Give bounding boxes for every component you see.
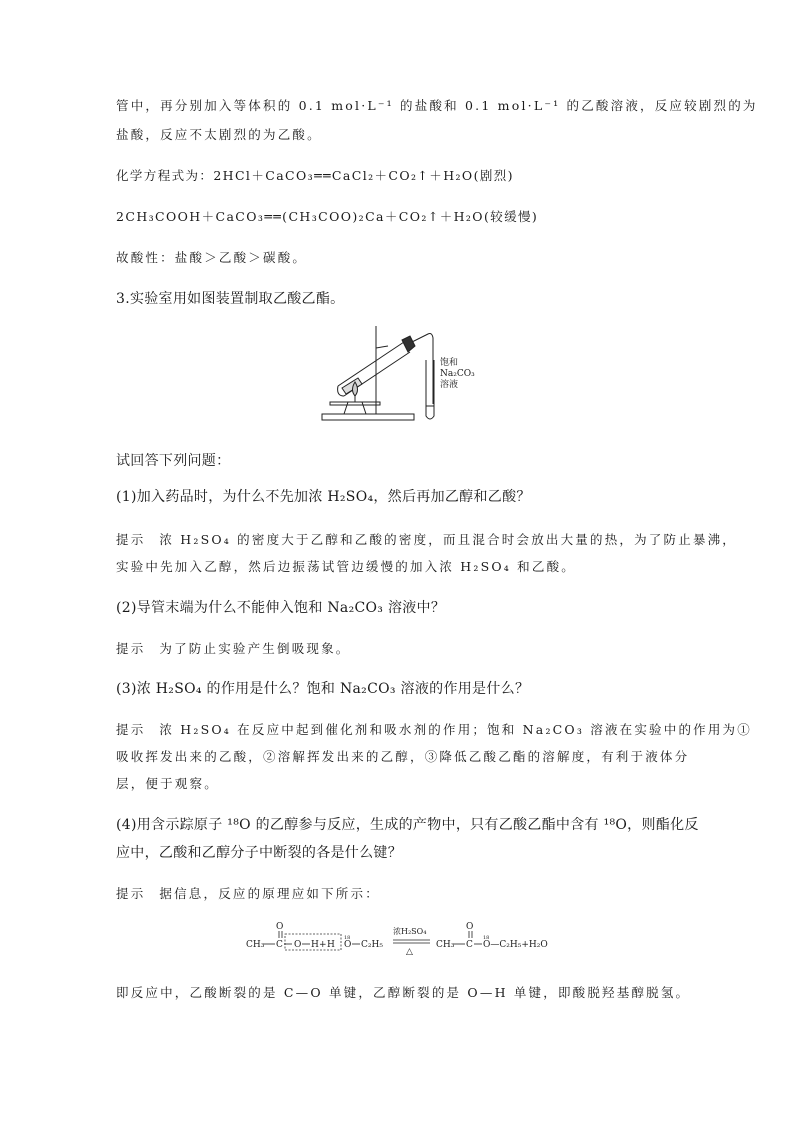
answer-text: 浓 H₂SO₄ 在反应中起到催化剂和吸水剂的作用；饱和 Na₂CO₃ 溶液在实验中的作用为① xyxy=(159,722,752,737)
text-line: 盐酸，反应不太剧烈的为乙酸。 xyxy=(116,127,322,142)
catalyst-label: 浓H₂SO₄ xyxy=(393,927,427,936)
question-1: (1)加入药品时，为什么不先加浓 H₂SO₄，然后再加乙醇和乙酸？ xyxy=(116,489,531,505)
label-saturated: 饱和 xyxy=(440,358,459,368)
product-tail: O—C₂H₅+H₂O xyxy=(483,940,548,950)
reaction-scheme xyxy=(246,920,556,960)
answer-2 xyxy=(116,639,686,657)
plus-sign: + xyxy=(319,940,327,950)
stand-base xyxy=(322,414,414,420)
answer-4 xyxy=(116,884,686,902)
apparatus-label xyxy=(440,358,475,391)
answer-3-cont: 吸收挥发出来的乙酸，②溶解挥发出来的乙醇，③降低乙酸乙酯的溶解度，有利于液体分 xyxy=(116,749,690,764)
hint-label: 提示 xyxy=(116,886,146,901)
ask-line: 试回答下列问题： xyxy=(116,453,231,469)
question-title: 3.实验室用如图装置制取乙酸乙酯。 xyxy=(116,291,345,307)
hint-label: 提示 xyxy=(116,641,146,656)
answer-3 xyxy=(116,720,752,738)
answer-text: 据信息，反应的原理应如下所示： xyxy=(159,886,380,901)
text-line: 管中，再分别加入等体积的 0.1 mol·L⁻¹ 的盐酸和 0.1 mol·L⁻¹ 的乙酸溶液，反应较剧烈的为 xyxy=(116,98,758,113)
conclusion-line: 即反应中，乙酸断裂的是 C—O 单键，乙醇断裂的是 O—H 单键，即酸脱羟基醇脱氢。 xyxy=(116,985,691,1000)
equation-text: 2HCl＋CaCO₃══CaCl₂＋CO₂↑＋H₂O(剧烈) xyxy=(213,168,514,183)
equation-prefix: 化学方程式为： xyxy=(116,168,214,183)
clamp xyxy=(376,346,388,348)
carbonyl-o-left: O xyxy=(276,922,284,932)
answer-3-cont: 层，便于观察。 xyxy=(116,776,219,791)
answer-text: 浓 H₂SO₄ 的密度大于乙醇和乙酸的密度，而且混合时会放出大量的热，为了防止暴沸， xyxy=(159,532,737,547)
isotope-18: 18 xyxy=(344,935,351,941)
ch3-left: CH₃ xyxy=(246,940,265,950)
equation-2: 2CH₃COOH＋CaCO₃══(CH₃COO)₂Ca＋CO₂↑＋H₂O(较缓慢) xyxy=(116,209,539,224)
hydroxyl-h: H xyxy=(311,940,319,950)
alcohol-o: O xyxy=(344,940,352,950)
question-4: (4)用含示踪原子 ¹⁸O 的乙醇参与反应，生成的产物中，只有乙酸乙酯中含有 ¹⁸O，则酯化反 xyxy=(116,817,699,833)
hint-label: 提示 xyxy=(116,722,146,737)
stopper xyxy=(402,336,415,352)
label-solution: 溶液 xyxy=(440,380,459,390)
answer-1-cont: 实验中先加入乙醇，然后边振荡试管边缓慢的加入浓 H₂SO₄ 和乙酸。 xyxy=(116,559,576,574)
carbonyl-c-right: C xyxy=(466,940,473,950)
carbonyl-c-left: C xyxy=(276,940,283,950)
carbonyl-o-right: O xyxy=(466,922,474,932)
acidity-conclusion: 故酸性：盐酸＞乙酸＞碳酸。 xyxy=(116,250,308,265)
hydroxyl-o: O xyxy=(294,940,302,950)
apparatus-figure xyxy=(318,322,458,426)
liquid xyxy=(342,378,362,394)
ethyl-group: C₂H₅ xyxy=(361,940,383,950)
answer-text: 为了防止实验产生倒吸现象。 xyxy=(159,641,351,656)
hint-label: 提示 xyxy=(116,532,146,547)
equation-1 xyxy=(116,166,686,184)
ch3-right: CH₃ xyxy=(436,940,455,950)
question-4-cont: 应中，乙酸和乙醇分子中断裂的各是什么键？ xyxy=(116,845,402,861)
gauze-stand xyxy=(330,402,380,405)
delivery-tube xyxy=(412,334,433,405)
answer-1 xyxy=(116,530,737,548)
isotope-18-right: 18 xyxy=(483,935,490,941)
heat-symbol: △ xyxy=(406,947,413,957)
label-na2co3: Na₂CO₃ xyxy=(440,369,475,379)
question-3: (3)浓 H₂SO₄ 的作用是什么？饱和 Na₂CO₃ 溶液的作用是什么？ xyxy=(116,681,530,697)
alcohol-h: H xyxy=(327,940,335,950)
question-2: (2)导管末端为什么不能伸入饱和 Na₂CO₃ 溶液中？ xyxy=(116,600,446,616)
burner xyxy=(344,402,366,414)
